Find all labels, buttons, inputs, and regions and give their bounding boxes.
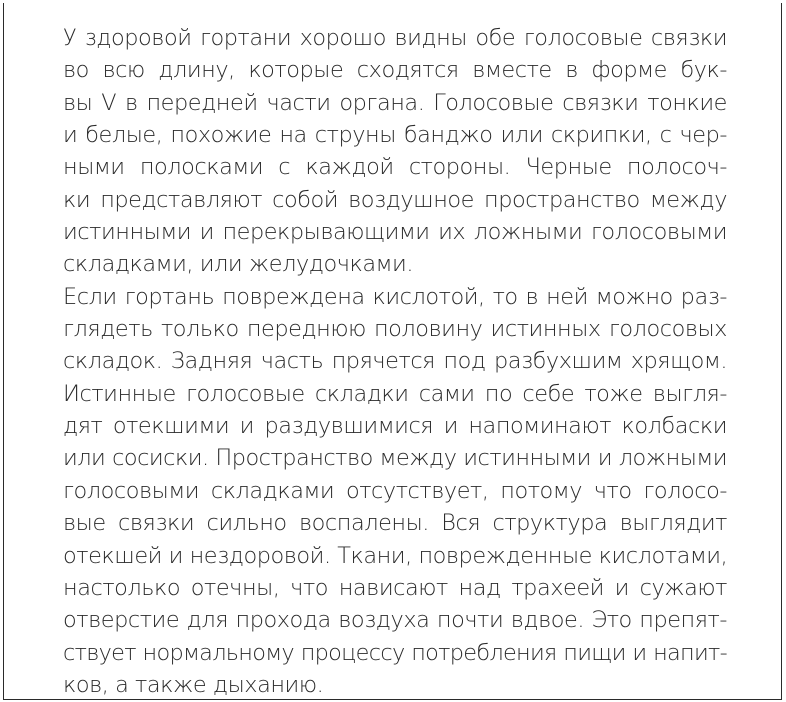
text-line: истинными и перекрывающими их ложными голосовыми [63,219,727,246]
text-line: настолько отечны, что нависают над трахеей и сужают [63,574,727,601]
text-line: вы V в передней части органа. Голосовые связки тонкие [63,89,727,116]
text-line: голосовыми складками отсутствует, потому что голосо- [63,477,727,504]
text-line: ки представляют собой воздушное пространство между [63,186,727,213]
text-line: во всю длину, которые сходятся вместе в форме бук- [63,57,727,84]
text-line: и белые, похожие на струны банджо или скрипки, с чер- [63,122,727,149]
text-line: ными полосками с каждой стороны. Черные полосоч- [63,154,727,181]
paragraph-1 [63,22,727,281]
text-line: дят отекшими и раздувшимися и напоминают колбаски [63,413,727,440]
text-line: У здоровой гортани хорошо видны обе голосовые связки [63,25,727,51]
text-line: отверстие для прохода воздуха почти вдвое. Это препят- [63,607,727,634]
text-line: отекшей и нездоровой. Ткани, поврежденные кислотами, [63,542,728,569]
text-line: ков, а также дыханию. [63,671,324,698]
text-line: Если гортань повреждена кислотой, то в ней можно раз- [63,283,727,310]
text-line: Истинные голосовые складки сами по себе тоже выгля- [63,380,727,407]
text-line: складок. Задняя часть прячется под разбухшим хрящом. [63,348,727,375]
text-line: ствует нормальному процессу потребления пищи и напит- [63,639,727,666]
text-line: или сосиски. Пространство между истинными и ложными [63,445,727,472]
text-line: глядеть только переднюю половину истинных голосовых [63,316,727,343]
text-line: вые связки сильно воспалены. Вся структура выглядит [63,510,727,537]
document-body [63,22,727,701]
paragraph-2 [63,281,727,701]
text-line: складками, или желудочками. [63,251,414,278]
